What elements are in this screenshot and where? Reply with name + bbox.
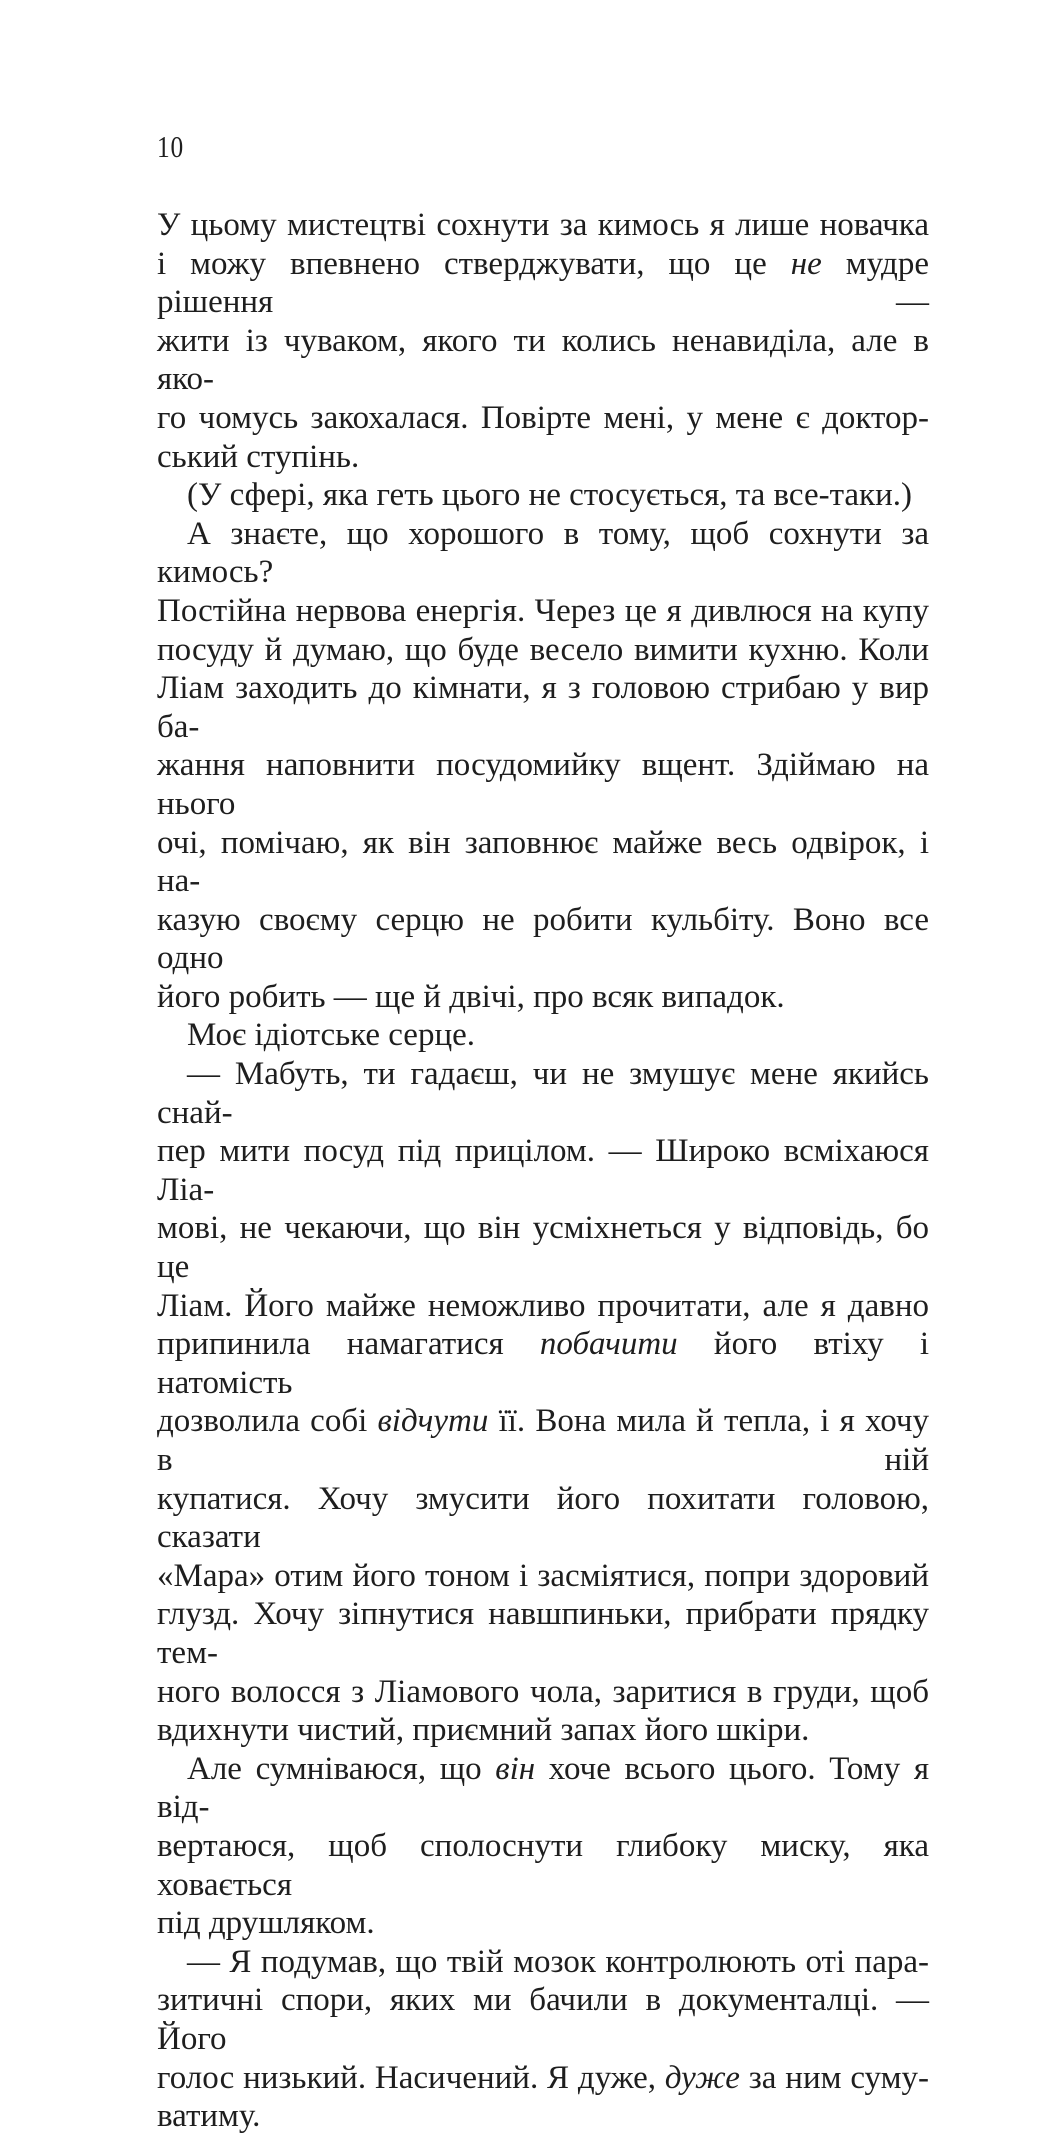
paragraph <box>157 515 929 1017</box>
text-line <box>157 1557 929 1596</box>
italic-text-run: побачити <box>539 1326 678 1363</box>
text-line <box>157 438 929 477</box>
text-run: жити із чуваком, якого ти колись ненавиділа, але в яко- <box>157 322 929 398</box>
text-run: ватиму. <box>157 2098 261 2135</box>
text-line <box>157 592 929 631</box>
text-run: — Мабуть, ти гадаєш, чи не змушує мене якийсь снай- <box>157 1056 929 1131</box>
text-line <box>157 746 929 823</box>
text-run: Моє ідіотське серце. <box>187 1017 476 1054</box>
paragraph <box>157 206 929 476</box>
text-line <box>157 1055 929 1132</box>
text-run: А знаєте, що хорошого в тому, щоб сохнути за кимось? <box>157 515 929 591</box>
italic-text-run: відчути <box>377 1403 489 1440</box>
text-line <box>157 1711 929 1750</box>
text-line <box>157 1209 929 1286</box>
text-run: посуду й думаю, що буде весело вимити кухню. Коли <box>157 631 929 668</box>
text-run: під друшляком. <box>157 1905 375 1942</box>
page-number: 10 <box>157 129 185 164</box>
text-run: пер мити посуд під прицілом. — Широко всміхаюся Ліа- <box>157 1133 929 1208</box>
text-run: глузд. Хочу зіпнутися навшпиньки, прибрати прядку тем- <box>157 1596 929 1671</box>
text-run: зитичні спори, яких ми бачили в документалці. — Його <box>157 1982 929 2057</box>
text-run: голос низький. Насичений. Я дуже, <box>157 2059 665 2096</box>
text-line <box>157 1673 929 1712</box>
text-run: його втіху і натомість <box>157 1326 929 1401</box>
text-run: Ліам. Його майже неможливо прочитати, але я давно <box>157 1287 929 1324</box>
text-line <box>157 978 929 1017</box>
text-run: ного волосся з Ліамового чола, заритися в груди, щоб <box>157 1673 929 1710</box>
italic-text-run: він <box>495 1750 536 1787</box>
text-line <box>157 1943 929 1982</box>
paragraph <box>157 1055 929 1750</box>
italic-text-run: дуже <box>664 2059 740 2096</box>
text-line <box>157 399 929 438</box>
text-line <box>157 515 929 592</box>
text-run: «Мара» отим його тоном і засміятися, попри здоровий <box>157 1557 929 1594</box>
text-line <box>157 1595 929 1672</box>
text-run: казую своєму серцю не робити кульбіту. Воно все одно <box>157 901 929 977</box>
text-line <box>157 1981 929 2058</box>
text-run: мудре рішення — <box>157 245 929 321</box>
text-run: У цьому мистецтві сохнути за кимось я лише новачка <box>157 207 929 243</box>
text-run: жання наповнити посудомийку вщент. Здіймаю на нього <box>157 747 929 822</box>
text-run: припинила намагатися <box>157 1326 540 1363</box>
text-run: хоче всього цього. Тому я від- <box>157 1750 929 1826</box>
text-run: і можу впевнено стверджувати, що це <box>157 245 791 282</box>
text-run: його робить — ще й двічі, про всяк випадок. <box>157 978 785 1015</box>
text-run: — Я подумав, що твій мозок контролюють оті пара- <box>187 1943 929 1980</box>
text-line <box>157 901 929 978</box>
text-run: го чомусь закохалася. Повірте мені, у мене є доктор- <box>157 399 929 436</box>
text-line <box>157 2059 929 2098</box>
text-line <box>157 1904 929 1943</box>
text-run: мові, не чекаючи, що він усміхнеться у відповідь, бо це <box>157 1210 929 1286</box>
text-run: очі, помічаю, як він заповнює майже весь одвірок, і на- <box>157 824 929 900</box>
text-run: Але сумніваюся, що <box>187 1750 496 1787</box>
text-run: вертаюся, щоб сполоснути глибоку миску, яка ховається <box>157 1827 929 1903</box>
paragraph <box>157 1750 929 1943</box>
text-line <box>157 1287 929 1326</box>
text-line <box>157 1402 929 1479</box>
text-run: дозволила собі <box>157 1403 378 1440</box>
text-line <box>157 2097 929 2136</box>
paragraph <box>157 1943 929 2136</box>
text-line <box>157 476 929 515</box>
text-run: (У сфері, яка геть цього не стосується, та все-таки.) <box>187 477 912 514</box>
text-run: вдихнути чистий, приємний запах його шкіри. <box>157 1712 810 1749</box>
text-run: Постійна нервова енергія. Через це я дивлюся на купу <box>157 592 929 629</box>
text-line <box>157 1325 929 1402</box>
text-line <box>157 669 929 746</box>
text-run: ський ступінь. <box>157 438 360 475</box>
text-run: за ним суму- <box>739 2059 929 2096</box>
text-line <box>157 1132 929 1209</box>
text-line <box>157 245 929 322</box>
text-line <box>157 1827 929 1904</box>
italic-text-run: не <box>790 245 822 282</box>
text-line <box>157 206 929 245</box>
text-run: Ліам заходить до кімнати, я з головою стрибаю у вир ба- <box>157 670 929 745</box>
text-line <box>157 631 929 670</box>
paragraph <box>157 476 929 515</box>
text-line <box>157 1480 929 1557</box>
text-line <box>157 322 929 399</box>
text-line <box>157 1750 929 1827</box>
paragraph <box>157 1016 929 1055</box>
text-line <box>157 1016 929 1055</box>
text-block <box>157 206 929 2136</box>
text-line <box>157 824 929 901</box>
text-run: купатися. Хочу змусити його похитати головою, сказати <box>157 1480 929 1556</box>
text-run: її. Вона мила й тепла, і я хочу в ній <box>157 1403 929 1478</box>
